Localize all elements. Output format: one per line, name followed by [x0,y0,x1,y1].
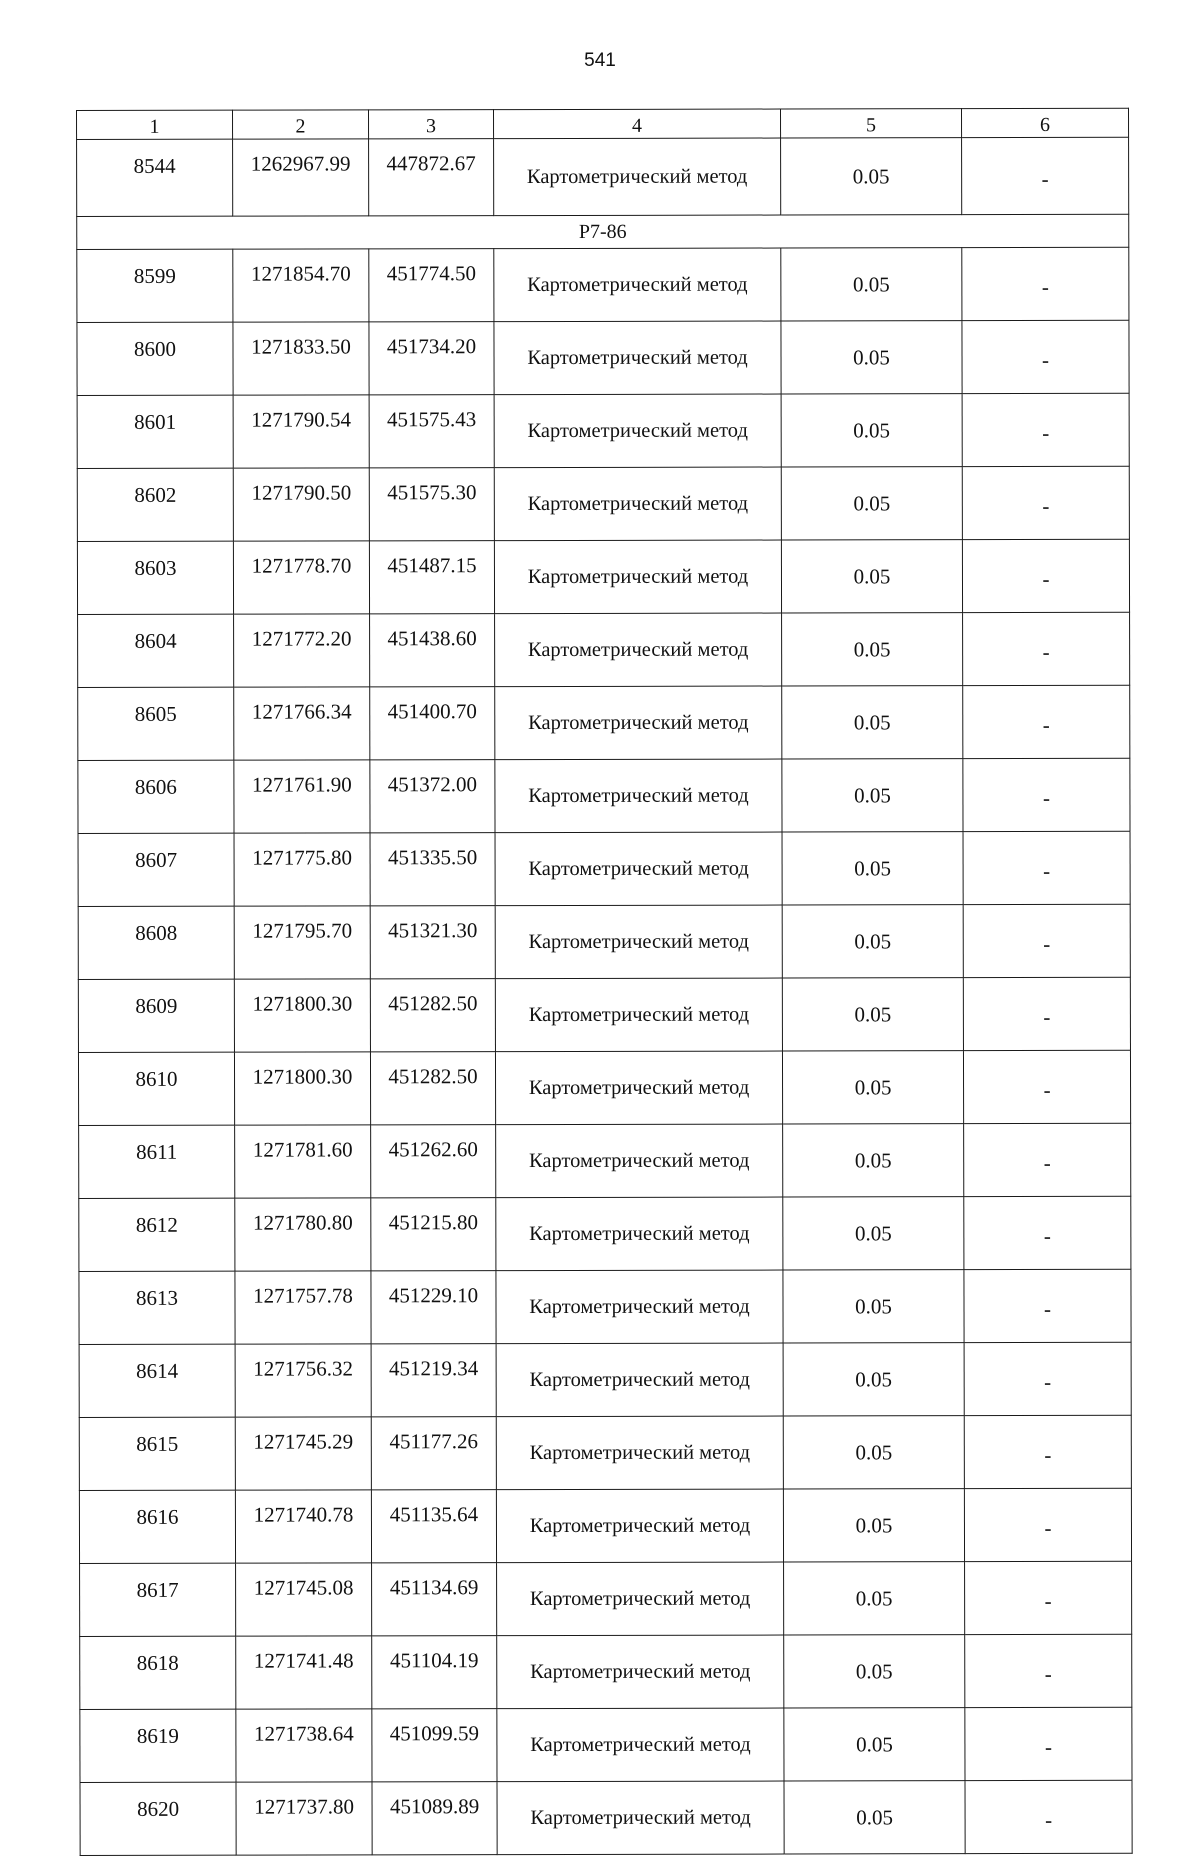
y-coordinate-cell: 451438.60 [370,614,495,687]
x-coordinate-cell: 1271795.70 [234,906,370,979]
x-coordinate-cell: 1271790.54 [233,395,369,468]
y-coordinate-cell: 451215.80 [371,1198,496,1271]
note-cell: - [964,1196,1131,1269]
x-coordinate-cell: 1271766.34 [234,687,370,760]
method-cell: Картометрический метод [496,1489,783,1563]
x-coordinate-cell: 1271854.70 [233,249,369,322]
table-row [77,466,1129,541]
point-number-cell: 8610 [78,1052,234,1125]
method-cell: Картометрический метод [496,1124,783,1198]
note-cell: - [965,1561,1132,1634]
x-coordinate-cell: 1271745.08 [236,1563,372,1636]
point-number-cell: 8619 [80,1709,236,1782]
note-cell: - [965,1780,1132,1853]
method-cell: Картометрический метод [494,248,781,322]
page-number: 541 [584,50,616,71]
table-row [79,1269,1131,1344]
point-number-cell: 8618 [80,1636,236,1709]
table-row [77,320,1129,395]
table-row [77,393,1129,468]
point-number-cell: 8620 [80,1782,236,1855]
y-coordinate-cell: 451177.26 [371,1417,496,1490]
note-cell: - [962,247,1129,320]
table-row [80,1561,1132,1636]
x-coordinate-cell: 1262967.99 [233,139,369,216]
method-cell: Картометрический метод [495,978,782,1052]
accuracy-cell: 0.05 [782,613,963,686]
accuracy-cell: 0.05 [783,1124,964,1197]
column-header-3: 3 [369,110,494,139]
x-coordinate-cell: 1271781.60 [235,1125,371,1198]
accuracy-cell: 0.05 [784,1708,965,1781]
y-coordinate-cell: 451134.69 [372,1563,497,1636]
note-cell: - [962,137,1129,214]
point-number-cell: 8602 [77,468,233,541]
y-coordinate-cell: 451282.50 [370,1052,495,1125]
x-coordinate-cell: 1271833.50 [233,322,369,395]
x-coordinate-cell: 1271737.80 [236,1782,372,1855]
x-coordinate-cell: 1271756.32 [235,1344,371,1417]
y-coordinate-cell: 451089.89 [372,1782,497,1855]
x-coordinate-cell: 1271800.30 [234,979,370,1052]
table-row [80,1780,1132,1855]
x-coordinate-cell: 1271757.78 [235,1271,371,1344]
y-coordinate-cell: 451575.43 [369,395,494,468]
note-cell: - [962,320,1129,393]
x-coordinate-cell: 1271741.48 [236,1636,372,1709]
note-cell: - [962,466,1129,539]
point-number-cell: 8544 [77,139,233,216]
method-cell: Картометрический метод [494,540,781,614]
y-coordinate-cell: 451372.00 [370,760,495,833]
method-cell: Картометрический метод [497,1562,784,1636]
section-label: Р7-86 [77,214,1129,249]
note-cell: - [964,1488,1131,1561]
point-number-cell: 8607 [78,833,234,906]
accuracy-cell: 0.05 [783,1270,964,1343]
point-number-cell: 8613 [79,1271,235,1344]
x-coordinate-cell: 1271778.70 [233,541,369,614]
table-row [78,758,1130,833]
table-row [79,1196,1131,1271]
accuracy-cell: 0.05 [783,1343,964,1416]
table-body [77,108,1133,1855]
accuracy-cell: 0.05 [781,321,962,394]
x-coordinate-cell: 1271772.20 [234,614,370,687]
table-row [77,539,1129,614]
column-header-4: 4 [494,109,781,139]
point-number-cell: 8617 [80,1563,236,1636]
section-header-row [77,214,1129,249]
point-number-cell: 8616 [79,1490,235,1563]
x-coordinate-cell: 1271738.64 [236,1709,372,1782]
point-number-cell: 8612 [79,1198,235,1271]
accuracy-cell: 0.05 [783,1197,964,1270]
y-coordinate-cell: 451262.60 [371,1125,496,1198]
accuracy-cell: 0.05 [782,1051,963,1124]
y-coordinate-cell: 451099.59 [372,1709,497,1782]
method-cell: Картометрический метод [495,1051,782,1125]
y-coordinate-cell: 451575.30 [369,468,494,541]
point-number-cell: 8605 [78,687,234,760]
accuracy-cell: 0.05 [784,1562,965,1635]
method-cell: Картометрический метод [497,1781,784,1855]
table-row [78,685,1130,760]
method-cell: Картометрический метод [496,1343,783,1417]
table-row [78,831,1130,906]
note-cell: - [965,1634,1132,1707]
x-coordinate-cell: 1271775.80 [234,833,370,906]
table-row [77,137,1129,216]
coordinates-table [76,108,1133,1856]
table-row [79,1342,1131,1417]
point-number-cell: 8608 [78,906,234,979]
y-coordinate-cell: 451734.20 [369,322,494,395]
x-coordinate-cell: 1271745.29 [235,1417,371,1490]
x-coordinate-cell: 1271761.90 [234,760,370,833]
note-cell: - [963,977,1130,1050]
point-number-cell: 8599 [77,249,233,322]
table-row [79,1415,1131,1490]
method-cell: Картометрический метод [496,1416,783,1490]
note-cell: - [963,1050,1130,1123]
point-number-cell: 8600 [77,322,233,395]
table-row [79,1488,1131,1563]
x-coordinate-cell: 1271800.30 [234,1052,370,1125]
accuracy-cell: 0.05 [782,832,963,905]
method-cell: Картометрический метод [496,1197,783,1271]
y-coordinate-cell: 451335.50 [370,833,495,906]
accuracy-cell: 0.05 [781,467,962,540]
note-cell: - [963,685,1130,758]
y-coordinate-cell: 451104.19 [372,1636,497,1709]
method-cell: Картометрический метод [494,467,781,541]
column-header-5: 5 [780,109,961,138]
x-coordinate-cell: 1271780.80 [235,1198,371,1271]
accuracy-cell: 0.05 [784,1781,965,1854]
point-number-cell: 8606 [78,760,234,833]
column-header-2: 2 [233,110,369,139]
method-cell: Картометрический метод [495,832,782,906]
x-coordinate-cell: 1271790.50 [233,468,369,541]
method-cell: Картометрический метод [494,138,781,216]
table-row [78,977,1130,1052]
method-cell: Картометрический метод [497,1635,784,1709]
y-coordinate-cell: 451400.70 [370,687,495,760]
accuracy-cell: 0.05 [782,759,963,832]
y-coordinate-cell: 451282.50 [370,979,495,1052]
note-cell: - [963,831,1130,904]
note-cell: - [962,393,1129,466]
accuracy-cell: 0.05 [782,686,963,759]
y-coordinate-cell: 451321.30 [370,906,495,979]
method-cell: Картометрический метод [494,321,781,395]
method-cell: Картометрический метод [495,905,782,979]
note-cell: - [962,539,1129,612]
table-row [80,1634,1132,1709]
y-coordinate-cell: 451774.50 [369,249,494,322]
y-coordinate-cell: 451487.15 [369,541,494,614]
point-number-cell: 8611 [79,1125,235,1198]
accuracy-cell: 0.05 [783,1489,964,1562]
accuracy-cell: 0.05 [783,1416,964,1489]
method-cell: Картометрический метод [494,394,781,468]
point-number-cell: 8601 [77,395,233,468]
table-row [79,1123,1131,1198]
x-coordinate-cell: 1271740.78 [235,1490,371,1563]
y-coordinate-cell: 451135.64 [371,1490,496,1563]
table-row [78,612,1130,687]
method-cell: Картометрический метод [495,686,782,760]
y-coordinate-cell: 451219.34 [371,1344,496,1417]
note-cell: - [963,612,1130,685]
method-cell: Картометрический метод [495,759,782,833]
y-coordinate-cell: 447872.67 [369,139,494,216]
method-cell: Картометрический метод [496,1270,783,1344]
accuracy-cell: 0.05 [781,138,962,215]
note-cell: - [964,1415,1131,1488]
column-number-header-row [77,108,1129,139]
table-row [80,1707,1132,1782]
note-cell: - [965,1707,1132,1780]
accuracy-cell: 0.05 [782,978,963,1051]
point-number-cell: 8615 [79,1417,235,1490]
note-cell: - [963,758,1130,831]
point-number-cell: 8604 [78,614,234,687]
column-header-6: 6 [961,108,1128,137]
note-cell: - [964,1269,1131,1342]
point-number-cell: 8614 [79,1344,235,1417]
point-number-cell: 8603 [77,541,233,614]
accuracy-cell: 0.05 [782,905,963,978]
point-number-cell: 8609 [78,979,234,1052]
column-header-1: 1 [77,110,233,139]
accuracy-cell: 0.05 [784,1635,965,1708]
method-cell: Картометрический метод [497,1708,784,1782]
table-row [78,904,1130,979]
note-cell: - [964,1342,1131,1415]
table-row [78,1050,1130,1125]
accuracy-cell: 0.05 [781,248,962,321]
note-cell: - [964,1123,1131,1196]
method-cell: Картометрический метод [495,613,782,687]
accuracy-cell: 0.05 [781,540,962,613]
accuracy-cell: 0.05 [781,394,962,467]
y-coordinate-cell: 451229.10 [371,1271,496,1344]
note-cell: - [963,904,1130,977]
table-row [77,247,1129,322]
